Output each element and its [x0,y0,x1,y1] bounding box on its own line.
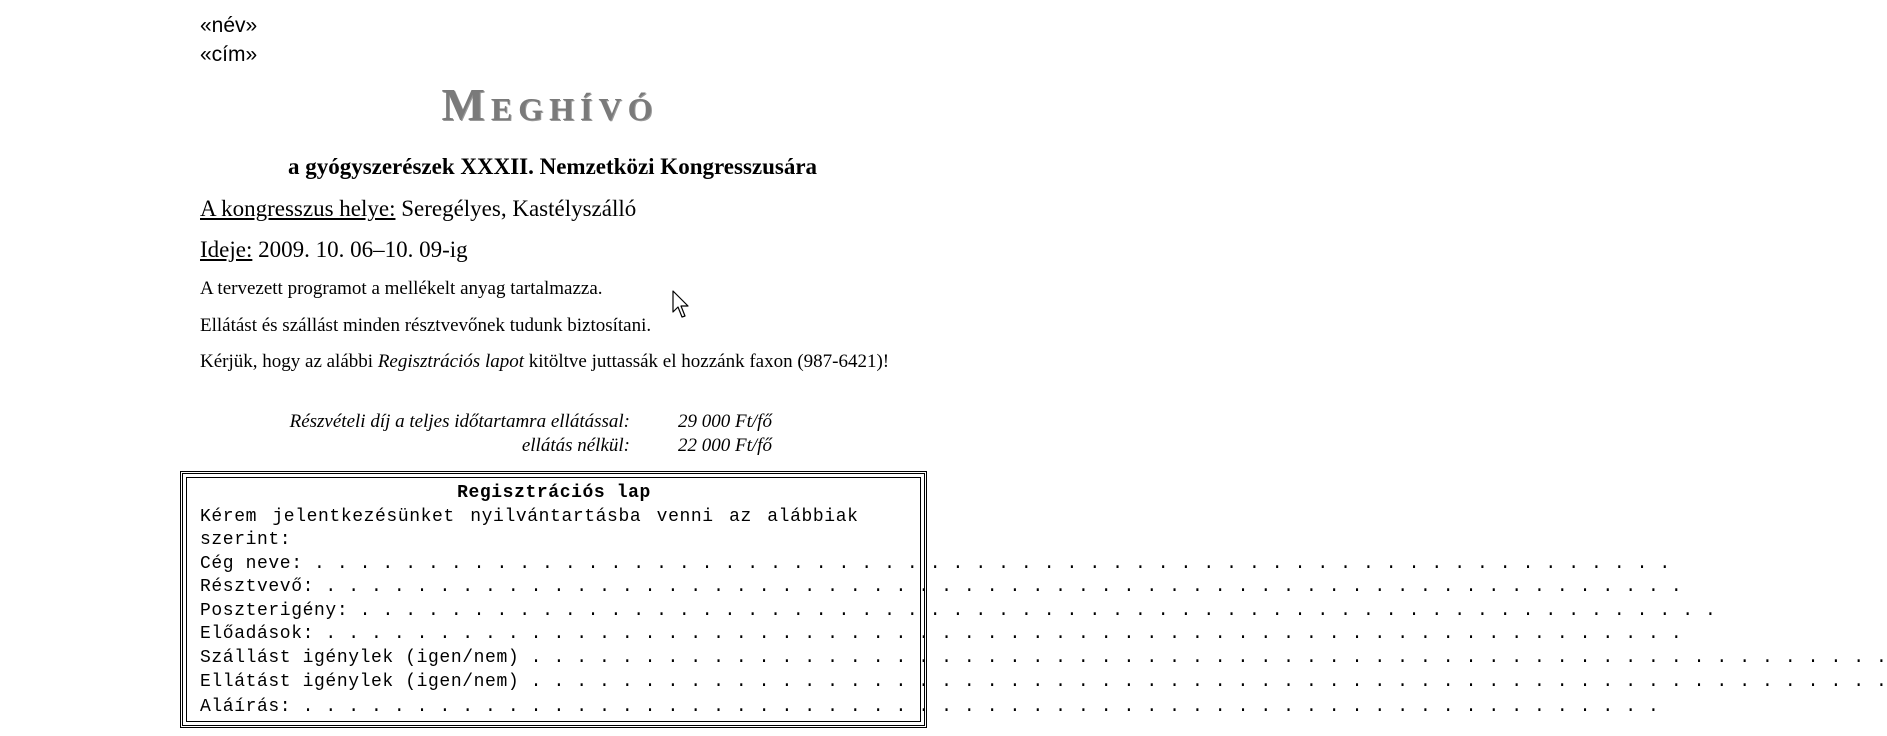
date-label: Ideje: [200,237,253,262]
dotted-fill-line: . . . . . . . . . . . . . . . . . . . . . . . . . . . . . . . . . . . . . . . . . . . . . . . . . . . . . . . . . . . . [314,577,1683,597]
date-value: 2009. 10. 06–10. 09-ig [252,237,468,262]
registration-field-poster [200,600,1717,623]
dotted-fill-line: . . . . . . . . . . . . . . . . . . . . . . . . . . . . . . . . . . . . . . . . . . . . . . . . . . . . . . . . . . . . [519,648,1887,668]
mouse-cursor-icon [672,290,692,320]
dotted-fill-line: . . . . . . . . . . . . . . . . . . . . . . . . . . . . . . . . . . . . . . . . . . . . . . . . . . . . . . . . . . . . [291,697,1660,717]
fee-without-meals-label: ellátás nélkül: [521,435,630,456]
merge-field-name: «név» [200,14,258,37]
dotted-fill-line: . . . . . . . . . . . . . . . . . . . . . . . . . . . . . . . . . . . . . . . . . . . . . . . . . . . . . . . . . . . . [302,554,1671,574]
registration-title: Regisztrációs lap [457,483,651,503]
dotted-fill-line: . . . . . . . . . . . . . . . . . . . . . . . . . . . . . . . . . . . . . . . . . . . . . . . . . . . . . . . . . . . . [519,672,1887,692]
field-label: Résztvevő: [200,577,315,597]
field-label: Poszterigény: [200,601,349,621]
registration-field-participant [200,576,1683,599]
fee-without-meals-value: 22 000 Ft/fő [678,435,772,456]
request-text-end: kitöltve juttassák el hozzánk faxon (987-6421)! [524,351,890,372]
paragraph-program: A tervezett programot a mellékelt anyag tartalmazza. [200,278,603,299]
request-text-start: Kérjük, hogy az alábbi [200,351,378,372]
field-label: Aláírás: [200,697,292,717]
field-label: Ellátást igénylek (igen/nem) [200,672,520,692]
place-line [200,196,636,222]
place-value: Seregélyes, Kastélyszálló [395,196,637,221]
registration-field-company [200,553,1671,576]
field-label: Előadások: [200,624,315,644]
field-label: Szállást igénylek (igen/nem) [200,648,520,668]
date-line [200,237,468,263]
registration-field-meals [200,671,1887,694]
merge-field-address: «cím» [200,43,258,66]
registration-intro: Kérem jelentkezésünket nyilvántartásba venni az alábbiak szerint: [200,507,859,550]
dotted-fill-line: . . . . . . . . . . . . . . . . . . . . . . . . . . . . . . . . . . . . . . . . . . . . . . . . . . . . . . . . . . . . [348,601,1717,621]
place-label: A kongresszus helye: [200,196,396,221]
invitation-subtitle: a gyógyszerészek XXXII. Nemzetközi Kongresszusára [287,154,818,179]
paragraph-request [200,350,910,374]
request-text-italic: Regisztrációs lapot [377,351,525,372]
dotted-fill-line: . . . . . . . . . . . . . . . . . . . . . . . . . . . . . . . . . . . . . . . . . . . . . . . . . . . . . . . . . . . . [314,624,1683,644]
fee-with-meals-label: Részvételi díj a teljes időtartamra ellátással: [289,411,630,432]
paragraph-accommodation: Ellátást és szállást minden résztvevőnek tudunk biztosítani. [200,315,652,336]
registration-field-talks [200,623,1683,646]
registration-field-signature [200,696,1660,719]
invitation-title: Meghívó [441,79,659,130]
registration-field-lodging [200,647,1887,670]
fee-with-meals-value: 29 000 Ft/fő [678,411,772,432]
field-label: Cég neve: [200,554,303,574]
